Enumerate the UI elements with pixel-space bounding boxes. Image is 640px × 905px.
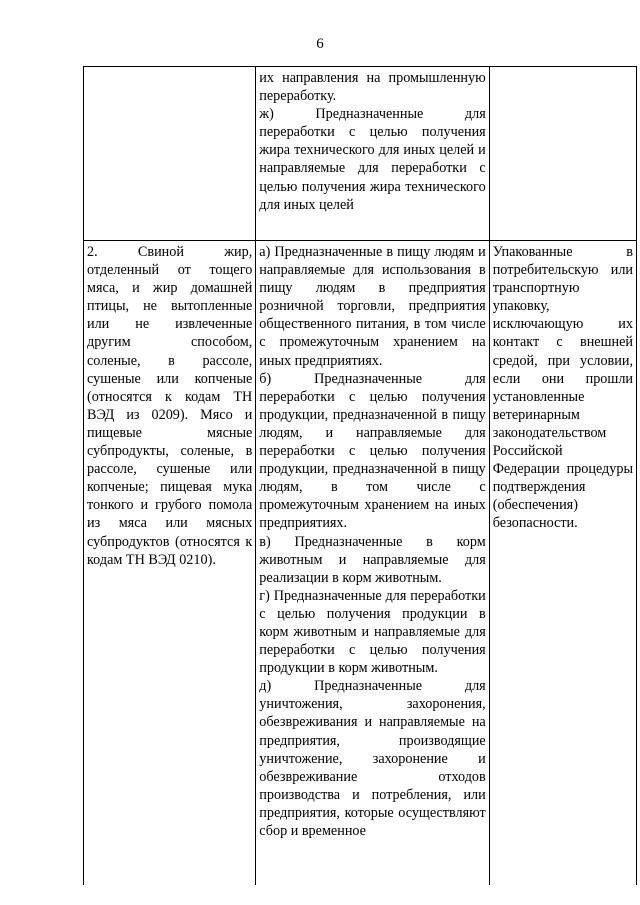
table-row (84, 241, 637, 886)
product-cell (84, 67, 256, 241)
product-cell (84, 241, 256, 886)
purpose-paragraph: б) Предназначенные для переработки с целью получения продукции, предназначенной в пищу людям, и направляемые для переработки с целью получения продукции, предназначенной в пищу людям, в том числе с промежуточным хранением на иных предприятиях. (259, 370, 486, 532)
product-text: 2. Свиной жир, отделенный от тощего мяса, и жир домашней птицы, не вытопленные или не извлеченные другим способом, соленые, в рассоле, сушеные или копченые (относятся к кодам ТН ВЭД из 0209). Мясо и пищевые мясные субпродукты, соленые, в рассоле, сушеные или копченые; пищевая мука тонкого и грубого помола из мяса или мясных субпродуктов (относятся к кодам ТН ВЭД 0210). (87, 244, 253, 568)
purpose-cell (256, 241, 489, 886)
condition-text: Упакованные в потребительскую или транспортную упаковку, исключающую их контакт с внешней средой, при условии, если они прошли установленные ветеринарным законодательством Российской Федерации процедуры подтверждения (обеспечения) безопасности. (492, 244, 633, 532)
table-row (84, 67, 637, 241)
regulation-table (83, 66, 637, 885)
purpose-paragraph: а) Предназначенные в пищу людям и направляемые для использования в пищу людям в предприятия розничной торговли, предприятия общественного питания, в том числе с промежуточным хранением на иных предприятиях. (259, 244, 486, 369)
purpose-paragraph: их направления на промышленную переработку. (259, 70, 486, 105)
condition-cell (489, 67, 636, 241)
purpose-paragraph: в) Предназначенные в корм животным и направляемые для реализации в корм животным. (259, 533, 486, 586)
purpose-paragraph: д) Предназначенные для уничтожения, захоронения, обезвреживания и направляемые на предприятия, производящие уничтожение, захоронение и обезвреживание отходов производства и потребления, или предприятия, которые осуществляют сбор и временное (259, 678, 486, 839)
purpose-cell (256, 67, 489, 241)
condition-cell (489, 241, 636, 886)
page-number: 6 (316, 36, 324, 52)
purpose-paragraph: г) Предназначенные для переработки с целью получения продукции в корм животным и направляемые для переработки с целью получения продукции в корм животным. (259, 587, 486, 677)
purpose-paragraph: ж) Предназначенные для переработки с целью получения жира технического для иных целей и направляемые для переработки с целью получения жира технического для иных целей (259, 106, 486, 213)
